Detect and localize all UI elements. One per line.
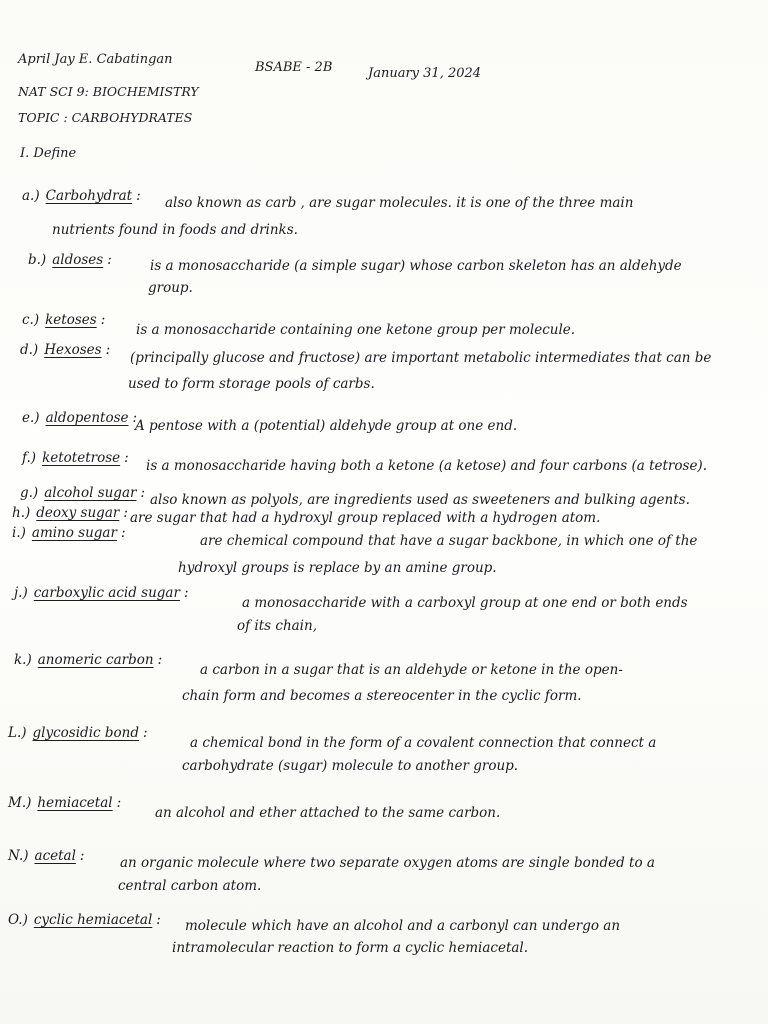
term-separator: : [156,912,161,928]
term-separator: : [100,312,106,328]
definition-text: also known as carb , are sugar molecules. it is one of the three main [165,195,634,211]
definition-text: used to form storage pools of carbs. [128,376,375,392]
term-word: amino sugar [31,525,117,541]
definition-text: of its chain, [237,618,317,634]
definition-term [20,485,145,501]
definition-term [14,585,189,601]
definition-term [8,795,121,811]
item-marker: c.) [22,312,40,328]
definition-term [8,912,161,928]
item-marker: d.) [20,342,39,358]
student-name: April Jay E. Cabatingan [18,52,173,67]
topic-title: TOPIC : CARBOHYDRATES [18,110,193,125]
definition-term [12,525,126,541]
term-separator: : [123,505,128,521]
item-marker: k.) [14,652,32,668]
term-word: anomeric carbon [37,652,154,668]
term-separator: : [107,252,112,268]
definition-text: central carbon atom. [118,878,262,894]
definition-text: is a monosaccharide containing one ketone group per molecule. [136,322,576,338]
date: January 31, 2024 [368,66,482,81]
definition-term [14,652,162,668]
definition-text: (principally glucose and fructose) are important metabolic intermediates that can be [130,350,712,366]
definition-text: carbohydrate (sugar) molecule to another group. [182,758,519,774]
term-word: carboxylic acid sugar [33,585,180,601]
definition-text: A pentose with a (potential) aldehyde group at one end. [135,418,518,434]
item-marker: e.) [22,410,40,426]
term-separator: : [183,585,189,601]
item-marker: i.) [12,525,26,541]
item-marker: h.) [12,505,31,521]
term-separator: : [157,652,163,668]
term-word: aldopentose [45,410,129,426]
term-separator: : [132,410,138,426]
definition-term [28,252,112,268]
term-word: acetal [34,848,76,864]
item-marker: a.) [22,188,40,204]
item-marker: j.) [14,585,28,601]
item-marker: g.) [20,485,39,501]
term-word: Carbohydrat [45,188,133,204]
definition-text: a carbon in a sugar that is an aldehyde or ketone in the open- [200,662,623,678]
term-separator: : [136,188,141,204]
definition-text: intramolecular reaction to form a cyclic hemiacetal. [172,940,529,956]
item-marker: b.) [28,252,47,268]
definition-text: molecule which have an alcohol and a carbonyl can undergo an [185,918,621,934]
definition-term [22,450,129,466]
definition-term [12,505,128,521]
definition-term [20,342,110,358]
definition-text: hydroxyl groups is replace by an amine group. [178,560,497,576]
term-separator: : [140,485,146,501]
definition-text: group. [148,280,193,296]
definition-text: is a monosaccharide having both a ketone (a ketose) and four carbons (a tetrose). [146,458,707,474]
term-word: hemiacetal [37,795,113,811]
definition-text: an alcohol and ether attached to the same carbon. [155,805,501,821]
item-marker: O.) [8,912,28,928]
definition-text: are chemical compound that have a sugar backbone, in which one of the [200,533,698,549]
section-heading: I. Define [20,146,77,161]
definition-term [8,848,84,864]
term-word: deoxy sugar [36,505,120,521]
definition-term [22,312,105,328]
term-separator: : [124,450,129,466]
term-separator: : [79,848,85,864]
definition-text: a chemical bond in the form of a covalent connection that connect a [190,735,657,751]
item-marker: N.) [8,848,29,864]
definition-text: is a monosaccharide (a simple sugar) whose carbon skeleton has an aldehyde [150,258,682,274]
definition-text: also known as polyols, are ingredients used as sweeteners and bulking agents. [150,492,690,508]
term-separator: : [142,725,148,741]
term-separator: : [116,795,122,811]
course-title: NAT SCI 9: BIOCHEMISTRY [18,84,199,99]
definition-text: chain form and becomes a stereocenter in the cyclic form. [182,688,582,704]
term-word: cyclic hemiacetal [33,912,153,928]
definition-term [22,410,137,426]
definition-text: nutrients found in foods and drinks. [52,222,298,238]
item-marker: L.) [8,725,27,741]
term-word: aldoses [52,252,104,268]
definition-text: an organic molecule where two separate oxygen atoms are single bonded to a [120,855,655,871]
term-word: ketoses [45,312,97,328]
term-word: Hexoses [44,342,102,358]
term-word: glycosidic bond [32,725,139,741]
definition-term [8,725,148,741]
definition-text: are sugar that had a hydroxyl group replaced with a hydrogen atom. [130,510,601,526]
term-word: ketotetrose [42,450,121,466]
term-word: alcohol sugar [44,485,137,501]
item-marker: f.) [22,450,37,466]
term-separator: : [105,342,111,358]
definition-text: a monosaccharide with a carboxyl group at one end or both ends [242,595,688,611]
item-marker: M.) [8,795,32,811]
term-separator: : [120,525,126,541]
definition-term [22,188,141,204]
class-section: BSABE - 2B [255,60,333,75]
